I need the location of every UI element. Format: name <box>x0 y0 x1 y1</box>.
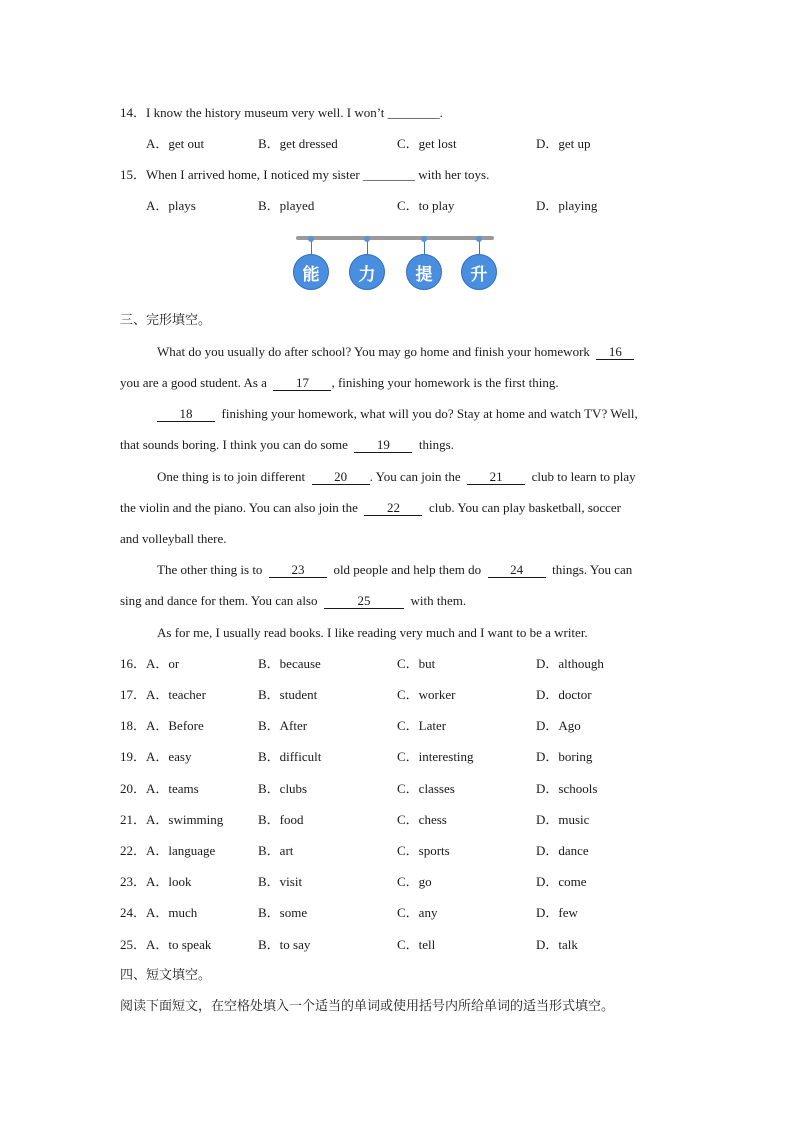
section-4-instruction: 阅读下面短文，在空格处填入一个适当的单词或使用括号内所给单词的适当形式填空。 <box>120 999 615 1014</box>
passage-line-10: As for me, I usually read books. I like reading very much and I want to be a writer. <box>157 625 588 640</box>
q15-option-b: B．played <box>258 198 315 213</box>
option-20-a: 20．A．teams <box>120 781 199 796</box>
option-20-c: C．classes <box>397 781 455 796</box>
option-24-c: C．any <box>397 905 438 920</box>
blank-22: 22 <box>364 500 422 516</box>
passage-line-8: The other thing is to 23 old people and help them do 24 things. You can <box>157 562 633 577</box>
option-21-b: B．food <box>258 812 304 827</box>
banner-char-2: 力 <box>349 254 385 290</box>
passage-line-6: the violin and the piano. You can also join the 22 club. You can play basketball, soccer <box>120 500 622 515</box>
option-24-a: 24．A．much <box>120 905 198 920</box>
option-21-a: 21．A．swimming <box>120 812 224 827</box>
passage-line-1: What do you usually do after school? You may go home and finish your homework 16 <box>157 343 634 361</box>
option-17-c: C．worker <box>397 687 456 702</box>
q15-option-a: A．plays <box>146 198 196 213</box>
banner-char-4: 升 <box>461 254 497 290</box>
option-17-a: 17．A．teacher <box>120 687 206 702</box>
blank-20: 20 <box>312 469 370 485</box>
option-16-c: C．but <box>397 656 436 671</box>
passage-line-3: 18 finishing your homework, what will you do? Stay at home and watch TV? Well, <box>157 405 638 423</box>
blank-21: 21 <box>467 469 525 485</box>
banner-bar <box>296 236 494 240</box>
blank-19: 19 <box>354 437 412 453</box>
passage-line-9: sing and dance for them. You can also 25 with them. <box>120 593 467 608</box>
blank-24: 24 <box>488 562 546 578</box>
option-22-a: 22．A．language <box>120 843 216 858</box>
option-25-c: C．tell <box>397 937 436 952</box>
blank-23: 23 <box>269 562 327 578</box>
option-16-b: B．because <box>258 656 321 671</box>
q14-option-c: C．get lost <box>397 136 457 151</box>
q14-option-b: B．get dressed <box>258 136 338 151</box>
blank-18: 18 <box>157 406 215 422</box>
q14-option-a: A．get out <box>146 136 205 151</box>
option-20-d: D．schools <box>536 781 598 796</box>
banner-char-1: 能 <box>293 254 329 290</box>
question-14-stem: 14．I know the history museum very well. I won’t ________. <box>120 105 443 120</box>
blank-25: 25 <box>324 593 404 609</box>
blank-16: 16 <box>596 344 634 360</box>
option-23-c: C．go <box>397 874 432 889</box>
option-19-a: 19．A．easy <box>120 749 192 764</box>
option-18-c: C．Later <box>397 718 447 733</box>
passage-line-5: One thing is to join different 20 . You can join the 21 club to learn to play <box>157 469 636 484</box>
option-23-b: B．visit <box>258 874 303 889</box>
option-16-a: 16．A．or <box>120 656 180 671</box>
option-25-a: 25．A．to speak <box>120 937 212 952</box>
option-22-d: D．dance <box>536 843 589 858</box>
option-25-d: D．talk <box>536 937 578 952</box>
option-20-b: B．clubs <box>258 781 308 796</box>
question-15-stem: 15．When I arrived home, I noticed my sister ________ with her toys. <box>120 167 490 182</box>
ability-banner <box>292 234 498 292</box>
option-18-a: 18．A．Before <box>120 718 204 733</box>
q15-option-c: C．to play <box>397 198 455 213</box>
option-23-a: 23．A．look <box>120 874 192 889</box>
passage-line-7: and volleyball there. <box>120 531 227 546</box>
option-19-c: C．interesting <box>397 749 474 764</box>
section-3-title: 三、完形填空。 <box>120 313 212 328</box>
section-4-title: 四、短文填空。 <box>120 968 212 983</box>
option-18-d: D．Ago <box>536 718 581 733</box>
option-23-d: D．come <box>536 874 587 889</box>
option-19-b: B．difficult <box>258 749 322 764</box>
option-21-c: C．chess <box>397 812 447 827</box>
option-24-b: B．some <box>258 905 308 920</box>
option-22-c: C．sports <box>397 843 450 858</box>
option-25-b: B．to say <box>258 937 311 952</box>
option-24-d: D．few <box>536 905 578 920</box>
banner-char-3: 提 <box>406 254 442 290</box>
option-19-d: D．boring <box>536 749 593 764</box>
option-22-b: B．art <box>258 843 294 858</box>
option-17-d: D．doctor <box>536 687 592 702</box>
option-18-b: B．After <box>258 718 308 733</box>
passage-line-2: you are a good student. As a 17 , finishing your homework is the first thing. <box>120 375 559 390</box>
option-16-d: D．although <box>536 656 604 671</box>
option-21-d: D．music <box>536 812 590 827</box>
q14-option-d: D．get up <box>536 136 591 151</box>
option-17-b: B．student <box>258 687 318 702</box>
blank-17: 17 <box>273 375 331 391</box>
q15-option-d: D．playing <box>536 198 598 213</box>
passage-line-4: that sounds boring. I think you can do some 19 things. <box>120 437 454 452</box>
